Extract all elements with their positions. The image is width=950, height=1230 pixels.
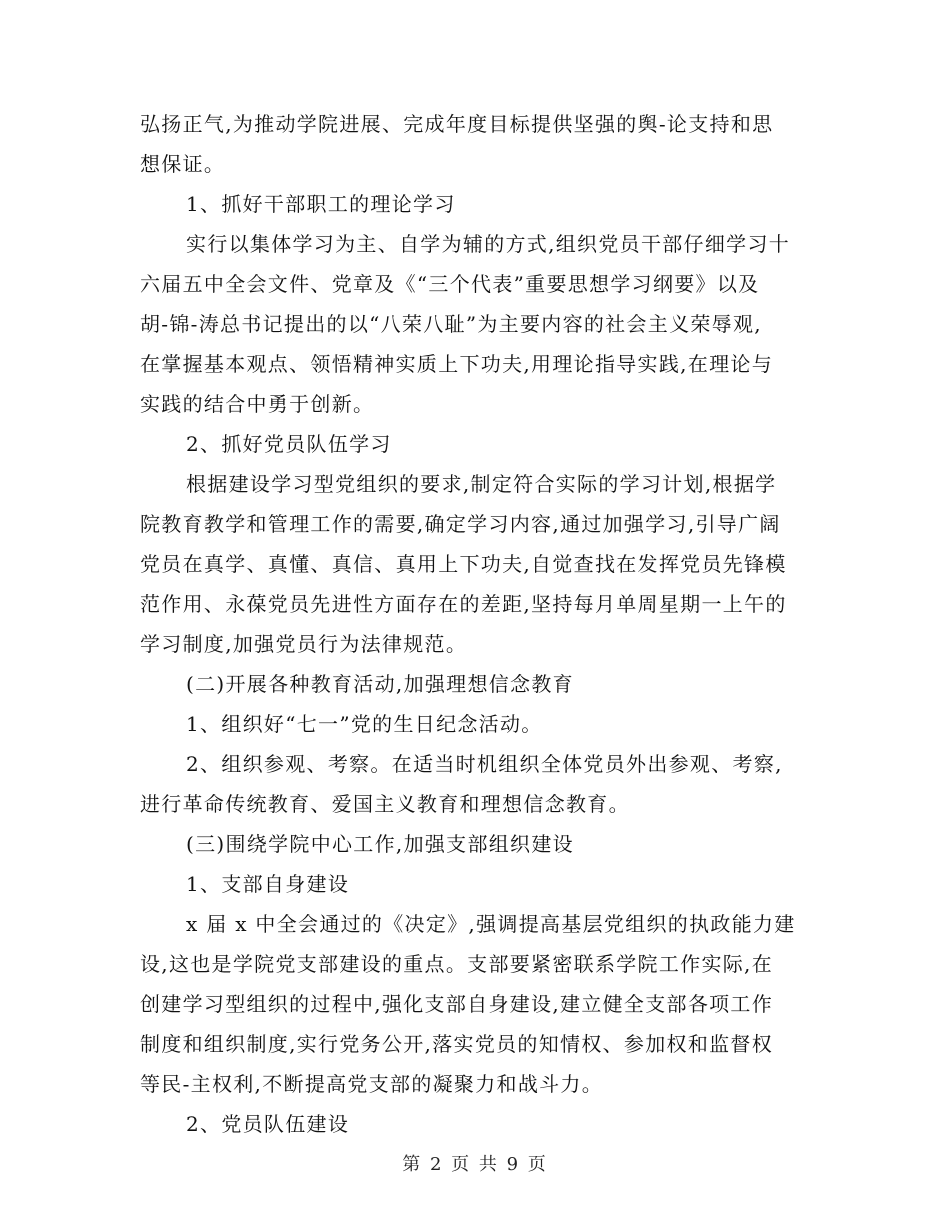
- document-body: [140, 104, 808, 1144]
- text-line: 1、支部自身建设: [186, 872, 350, 896]
- text-line: 进行革命传统教育、爱国主义教育和理想信念教育。: [140, 792, 630, 816]
- text-line: 六届五中全会文件、党章及《“三个代表”重要思想学习纲要》以及: [140, 272, 760, 296]
- text-line: (二)开展各种教育活动,加强理想信念教育: [186, 672, 574, 696]
- text-line: 根据建设学习型党组织的要求,制定符合实际的学习计划,根据学: [186, 472, 777, 496]
- text-line: 1、抓好干部职工的理论学习: [186, 192, 456, 216]
- text-line: 弘扬正气,为推动学院进展、完成年度目标提供坚强的舆-论支持和思: [140, 112, 774, 136]
- text-line: 1、组织好“七一”党的生日纪念活动。: [186, 712, 543, 736]
- text-line: 等民-主权利,不断提高党支部的凝聚力和战斗力。: [140, 1072, 604, 1096]
- text-line: 想保证。: [140, 152, 226, 176]
- text-line: 党员在真学、真懂、真信、真用上下功夫,自觉查找在发挥党员先锋模: [140, 552, 787, 576]
- text-line: 2、抓好党员队伍学习: [186, 432, 392, 456]
- text-line: 2、党员队伍建设: [186, 1112, 350, 1136]
- text-line: 胡-锦-涛总书记提出的以“八荣八耻”为主要内容的社会主义荣辱观,: [140, 312, 762, 336]
- text-line: x 届 x 中全会通过的《决定》,强调提高基层党组织的执政能力建: [186, 912, 796, 936]
- text-line: 创建学习型组织的过程中,强化支部自身建设,建立健全支部各项工作: [140, 992, 774, 1016]
- text-line: 院教育教学和管理工作的需要,确定学习内容,通过加强学习,引导广阔: [140, 512, 781, 536]
- text-line: 实践的结合中勇于创新。: [140, 392, 375, 416]
- text-line: 学习制度,加强党员行为法律规范。: [140, 632, 468, 656]
- text-line: 在掌握基本观点、领悟精神实质上下功夫,用理论指导实践,在理论与: [140, 352, 774, 376]
- text-line: 实行以集体学习为主、自学为辅的方式,组织党员干部仔细学习十: [186, 232, 791, 256]
- text-line: (三)围绕学院中心工作,加强支部组织建设: [186, 832, 574, 856]
- page-number-footer: 第 2 页 共 9 页: [402, 1154, 548, 1175]
- text-line: 范作用、永葆党员先进性方面存在的差距,坚持每月单周星期一上午的: [140, 592, 787, 616]
- text-line: 2、组织参观、考察。在适当时机组织全体党员外出参观、考察,: [186, 752, 783, 776]
- text-line: 设,这也是学院党支部建设的重点。支部要紧密联系学院工作实际,在: [140, 952, 774, 976]
- text-line: 制度和组织制度,实行党务公开,落实党员的知情权、参加权和监督权: [140, 1032, 774, 1056]
